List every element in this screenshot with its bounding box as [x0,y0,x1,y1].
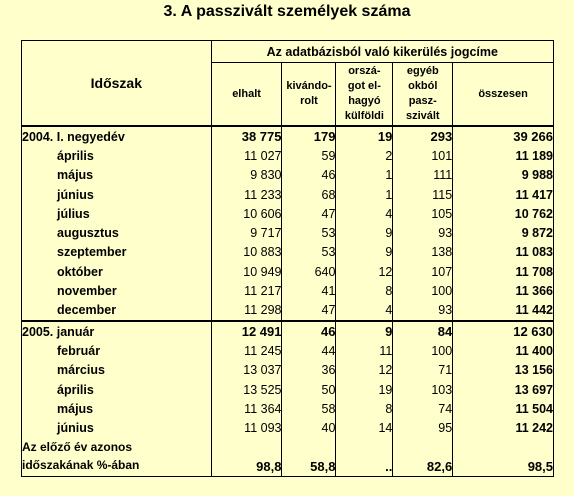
table-row [22,185,554,204]
row-label: július [22,204,212,223]
table-row [22,361,554,380]
table-row [22,399,554,418]
cell-value: 1 [336,166,393,185]
table-row [22,321,554,341]
cell-value: 11 298 [211,301,282,321]
footer-value: 98,5 [453,438,554,477]
cell-value: 10 606 [211,204,282,223]
cell-value: 11 366 [453,281,554,300]
cell-value: 11 189 [453,146,554,165]
row-label: október [22,262,212,281]
cell-value: 10 883 [211,243,282,262]
cell-value: 95 [393,418,453,437]
footer-row [22,438,554,477]
row-label: 2005. január [22,321,212,341]
cell-value: 9 872 [453,223,554,242]
row-label: június [22,418,212,437]
cell-value: 8 [336,281,393,300]
cell-value: 11 093 [211,418,282,437]
row-label: november [22,281,212,300]
cell-value: 19 [336,126,393,146]
cell-value: 36 [282,361,336,380]
footer-value: 82,6 [393,438,453,477]
cell-value: 107 [393,262,453,281]
table-row [22,126,554,146]
column-header: egyéb okból pasz- szivált [393,63,453,127]
cell-value: 9 [336,243,393,262]
cell-value: 101 [393,146,453,165]
cell-value: 11 504 [453,399,554,418]
table-row [22,262,554,281]
cell-value: 12 491 [211,321,282,341]
cell-value: 11 242 [453,418,554,437]
cell-value: 46 [282,166,336,185]
cell-value: 1 [336,185,393,204]
table-row [22,341,554,360]
row-label: május [22,399,212,418]
row-label: június [22,185,212,204]
column-header: elhalt [211,63,282,127]
cell-value: 9 988 [453,166,554,185]
cell-value: 115 [393,185,453,204]
cell-value: 44 [282,341,336,360]
column-header: kivándo- rolt [282,63,336,127]
cell-value: 11 083 [453,243,554,262]
cell-value: 74 [393,399,453,418]
row-label: május [22,166,212,185]
row-label: december [22,301,212,321]
cell-value: 47 [282,301,336,321]
row-label: 2004. I. negyedév [22,126,212,146]
cell-value: 13 037 [211,361,282,380]
cell-value: 84 [393,321,453,341]
cell-value: 41 [282,281,336,300]
table-row [22,204,554,223]
cell-value: 11 [336,341,393,360]
row-label: szeptember [22,243,212,262]
cell-value: 71 [393,361,453,380]
cell-value: 47 [282,204,336,223]
footer-label-line1: Az előző év azonos [22,439,133,454]
cell-value: 138 [393,243,453,262]
cell-value: 9 [336,223,393,242]
cell-value: 2 [336,146,393,165]
footer-value: .. [336,438,393,477]
cell-value: 100 [393,341,453,360]
cell-value: 10 949 [211,262,282,281]
cell-value: 13 525 [211,380,282,399]
cell-value: 40 [282,418,336,437]
footer-label [22,438,212,477]
cell-value: 11 442 [453,301,554,321]
table-row [22,281,554,300]
table-row [22,418,554,437]
cell-value: 50 [282,380,336,399]
cell-value: 103 [393,380,453,399]
row-label: március [22,361,212,380]
footer-label-line2: időszakának %-ában [22,457,140,472]
cell-value: 13 697 [453,380,554,399]
cell-value: 11 027 [211,146,282,165]
cell-value: 59 [282,146,336,165]
cell-value: 11 245 [211,341,282,360]
cell-value: 4 [336,204,393,223]
cell-value: 11 708 [453,262,554,281]
cell-value: 39 266 [453,126,554,146]
row-label: augusztus [22,223,212,242]
cell-value: 9 717 [211,223,282,242]
row-label: április [22,380,212,399]
footer-value: 98,8 [211,438,282,477]
cell-value: 4 [336,301,393,321]
footer-value: 58,8 [282,438,336,477]
table-row [22,243,554,262]
cell-value: 12 630 [453,321,554,341]
cell-value: 19 [336,380,393,399]
cell-value: 46 [282,321,336,341]
cell-value: 8 [336,399,393,418]
cell-value: 11 400 [453,341,554,360]
cell-value: 9 [336,321,393,341]
cell-value: 53 [282,223,336,242]
passive-persons-table [21,40,554,477]
cell-value: 12 [336,361,393,380]
cell-value: 13 156 [453,361,554,380]
cell-value: 640 [282,262,336,281]
cell-value: 105 [393,204,453,223]
cell-value: 14 [336,418,393,437]
page-title: 3. A passzivált személyek száma [163,3,411,20]
cell-value: 11 233 [211,185,282,204]
cell-value: 93 [393,223,453,242]
cell-value: 53 [282,243,336,262]
column-header: összesen [453,63,554,127]
cell-value: 12 [336,262,393,281]
cell-value: 179 [282,126,336,146]
table-row [22,223,554,242]
cell-value: 100 [393,281,453,300]
row-label: február [22,341,212,360]
cell-value: 111 [393,166,453,185]
cell-value: 11 217 [211,281,282,300]
table-row [22,166,554,185]
row-label: április [22,146,212,165]
header-period: Időszak [22,41,212,127]
table-row [22,146,554,165]
cell-value: 68 [282,185,336,204]
column-header: orszá- got el- hagyó külföldi [336,63,393,127]
cell-value: 11 417 [453,185,554,204]
cell-value: 9 830 [211,166,282,185]
cell-value: 38 775 [211,126,282,146]
cell-value: 93 [393,301,453,321]
cell-value: 11 364 [211,399,282,418]
cell-value: 58 [282,399,336,418]
header-group: Az adatbázisból való kikerülés jogcíme [211,41,553,63]
table-row [22,380,554,399]
cell-value: 10 762 [453,204,554,223]
table-row [22,301,554,321]
cell-value: 293 [393,126,453,146]
